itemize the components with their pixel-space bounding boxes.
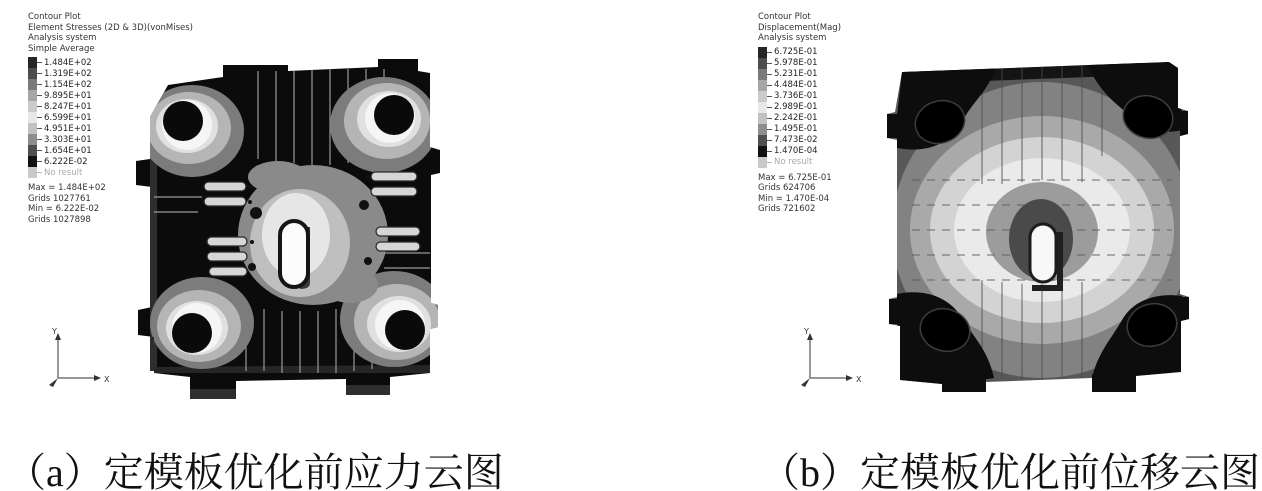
legend-result-type: Displacement(Mag) [758,22,842,33]
legend-min: Min = 6.222E-02 [28,204,100,214]
legend-tick [37,84,42,85]
legend-tick [767,63,772,64]
legend-level [758,135,841,146]
legend-tick [767,52,772,53]
legend-color-chip [28,156,37,167]
axis-triad-stress [36,326,118,390]
legend-value: 4.484E-01 [774,80,818,90]
legend-value: 1.654E+01 [44,145,92,156]
legend-min-grid: Grids 1027898 [28,214,91,225]
legend-max: Max = 1.484E+02 [28,183,106,193]
corner-boss-bottom-left [150,277,254,369]
legend-tick [767,151,772,152]
legend-value: 5.231E-01 [774,69,818,79]
guide-hole [172,313,212,353]
legend-color-chip [28,68,37,79]
legend-displacement [758,12,841,215]
legend-value: 6.599E+01 [44,112,92,123]
x-axis-arrow [846,375,853,381]
legend-color-chip [758,124,767,135]
axis-triad-displacement [788,326,870,390]
legend-value: 9.895E+01 [44,90,92,101]
y-axis-label: Y [52,327,57,336]
legend-color-chip [28,112,37,123]
guide-hole [163,101,203,141]
legend-averaging: Simple Average [28,43,95,54]
legend-level [758,80,841,91]
legend-tick [37,106,42,107]
stress-contour-plot [128,55,443,403]
legend-min-grid: Grids 721602 [758,204,816,214]
guide-hole [385,310,425,350]
legend-value: 1.495E-01 [774,124,818,134]
legend-tick [767,96,772,97]
legend-analysis-system: Analysis system [758,33,827,43]
legend-level [758,58,841,69]
x-axis-label: X [856,375,862,384]
legend-min: Min = 1.470E-04 [758,193,830,204]
guide-hole [374,95,414,135]
z-axis-glyph [49,378,58,387]
caption-a: （a）定模板优化前应力云图 [6,450,504,491]
legend-color-chip [28,57,37,68]
corner-boss-top-right [330,77,438,173]
legend-max-grid: Grids 1027761 [28,193,91,204]
legend-title: Contour Plot [28,12,81,22]
z-axis-glyph [801,378,810,387]
legend-colorbar [758,47,841,168]
legend-level [758,146,841,157]
legend-level [758,69,841,80]
legend-color-chip [758,91,767,102]
legend-tick [767,74,772,75]
legend-tick [767,140,772,141]
legend-color-chip [758,102,767,113]
legend-tick [37,62,42,63]
legend-no-result-chip [28,167,37,178]
legend-value: 2.989E-01 [774,102,818,112]
legend-color-chip [758,135,767,146]
legend-value: 1.154E+02 [44,79,92,90]
legend-tick [37,139,42,140]
legend-level [758,91,841,102]
legend-tick [767,129,772,130]
legend-color-chip [28,123,37,134]
legend-value: 6.222E-02 [44,156,88,167]
legend-color-chip [28,90,37,101]
center-slot [280,221,308,287]
legend-color-chip [758,80,767,91]
corner-boss-top-left [140,85,244,177]
legend-no-result-label: No result [774,157,813,167]
legend-no-result [758,157,841,168]
legend-tick [37,73,42,74]
caption-b: （b）定模板优化前位移云图 [760,450,1260,491]
x-axis-arrow [94,375,101,381]
legend-value: 1.319E+02 [44,68,92,79]
legend-level [758,113,841,124]
legend-value: 5.978E-01 [774,58,818,68]
legend-value: 1.484E+02 [44,57,92,68]
legend-analysis-system: Analysis system [28,33,97,43]
legend-level [758,124,841,135]
displacement-contour-plot [884,56,1196,392]
legend-tick [37,150,42,151]
legend-max: Max = 6.725E-01 [758,172,832,183]
legend-result-type: Element Stresses (2D & 3D)(vonMises) [28,22,193,33]
legend-title: Contour Plot [758,12,811,22]
legend-color-chip [758,69,767,80]
legend-color-chip [758,47,767,58]
legend-color-chip [758,113,767,124]
legend-color-chip [28,134,37,145]
y-axis-label: Y [804,327,809,336]
legend-value: 1.470E-04 [774,146,818,156]
legend-tick [767,118,772,119]
legend-value: 3.303E+01 [44,134,92,145]
legend-value: 4.951E+01 [44,123,92,134]
legend-stats [758,173,841,215]
legend-level [758,47,841,58]
legend-value: 6.725E-01 [774,47,818,57]
legend-value: 2.242E-01 [774,113,818,123]
legend-color-chip [28,101,37,112]
legend-level [758,102,841,113]
legend-no-result-label: No result [44,167,83,178]
legend-max-grid: Grids 624706 [758,183,816,193]
center-slot [1030,224,1056,282]
legend-no-result-chip [758,157,767,168]
legend-tick [767,85,772,86]
legend-color-chip [758,58,767,69]
x-axis-label: X [104,375,110,384]
legend-tick [37,117,42,118]
legend-color-chip [28,145,37,156]
legend-value: 3.736E-01 [774,91,818,101]
legend-color-chip [758,146,767,157]
legend-tick [767,107,772,108]
legend-tick [37,172,42,173]
legend-tick [37,95,42,96]
legend-value: 7.473E-02 [774,135,818,145]
legend-tick [37,128,42,129]
legend-value: 8.247E+01 [44,101,92,112]
legend-tick [767,162,772,163]
legend-color-chip [28,79,37,90]
legend-tick [37,161,42,162]
